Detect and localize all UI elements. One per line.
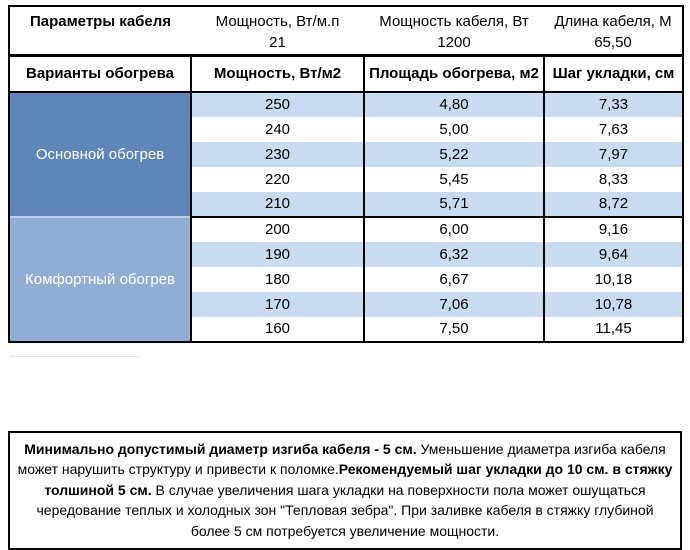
table-cell: 210 xyxy=(191,192,364,217)
table-cell: 8,72 xyxy=(544,192,683,217)
cable-length-label: Длина кабеля, М xyxy=(545,12,681,32)
table-cell: 200 xyxy=(191,217,364,242)
table-cell: 6,00 xyxy=(364,217,544,242)
table-cell: 7,63 xyxy=(544,117,683,142)
table-cell: 7,50 xyxy=(364,317,544,342)
power-per-meter-value: 21 xyxy=(192,32,363,53)
table-cell: 190 xyxy=(191,242,364,267)
table-cell: 250 xyxy=(191,92,364,117)
table-cell: 5,71 xyxy=(364,192,544,217)
faint-gridline-artifact xyxy=(10,356,140,357)
power-per-meter-cell xyxy=(191,6,364,56)
cable-power-value: 1200 xyxy=(365,32,543,53)
table-cell: 230 xyxy=(191,142,364,167)
params-title-cell xyxy=(9,6,191,56)
table-cell: 11,45 xyxy=(544,317,683,342)
column-header-power: Мощность, Вт/м2 xyxy=(191,56,364,92)
cable-power-label: Мощность кабеля, Вт xyxy=(365,12,543,32)
table-cell: 6,32 xyxy=(364,242,544,267)
note-box xyxy=(8,431,682,550)
table-cell: 220 xyxy=(191,167,364,192)
cable-length-cell xyxy=(544,6,683,56)
table-cell: 5,22 xyxy=(364,142,544,167)
table-cell: 7,97 xyxy=(544,142,683,167)
table-cell: 8,33 xyxy=(544,167,683,192)
table-cell: 4,80 xyxy=(364,92,544,117)
table-row xyxy=(9,92,683,117)
table-cell: 5,45 xyxy=(364,167,544,192)
table-cell: 180 xyxy=(191,267,364,292)
note-recommended-step-bold: Рекомендуемый шаг укладки до 10 см. в стяжку толшиной 5 см. xyxy=(44,461,672,498)
table-cell: 9,64 xyxy=(544,242,683,267)
table-cell: 6,67 xyxy=(364,267,544,292)
power-per-meter-label: Мощность, Вт/м.п xyxy=(192,12,363,32)
note-bend-diameter-bold: Минимально допустимый диаметр изгиба кабеля - 5 см. xyxy=(24,441,416,457)
params-title: Параметры кабеля xyxy=(11,12,190,32)
cable-heating-table xyxy=(8,5,684,343)
section-label-main-heating: Основной обогрев xyxy=(9,92,191,217)
cable-length-value: 65,50 xyxy=(545,32,681,53)
table-cell: 7,06 xyxy=(364,292,544,317)
cable-power-cell xyxy=(364,6,544,56)
column-header-area: Площадь обогрева, м2 xyxy=(364,56,544,92)
column-header-step: Шаг укладки, см xyxy=(544,56,683,92)
table-cell: 240 xyxy=(191,117,364,142)
column-header-variants: Варианты обогрева xyxy=(9,56,191,92)
note-bend-warning-text: Уменьшение диаметра изгиба кабеля может нарушить структуру и привести к поломке. xyxy=(18,441,666,478)
table-cell: 9,16 xyxy=(544,217,683,242)
cable-params-row xyxy=(9,6,683,56)
table-cell: 7,33 xyxy=(544,92,683,117)
column-header-row xyxy=(9,56,683,92)
table-row xyxy=(9,217,683,242)
section-label-comfort-heating: Комфортный обогрев xyxy=(9,217,191,342)
table-cell: 10,18 xyxy=(544,267,683,292)
table-cell: 170 xyxy=(191,292,364,317)
table-cell: 5,00 xyxy=(364,117,544,142)
note-thermal-zebra-text: В случае увеличения шага укладки на поверхности пола может ошущаться чередование теплых и холодных зон "Тепловая зебра". При заливке кабеля в стяжку глубиной более 5 см потребуется увеличение мощности. xyxy=(36,482,653,539)
table-cell: 160 xyxy=(191,317,364,342)
table-cell: 10,78 xyxy=(544,292,683,317)
